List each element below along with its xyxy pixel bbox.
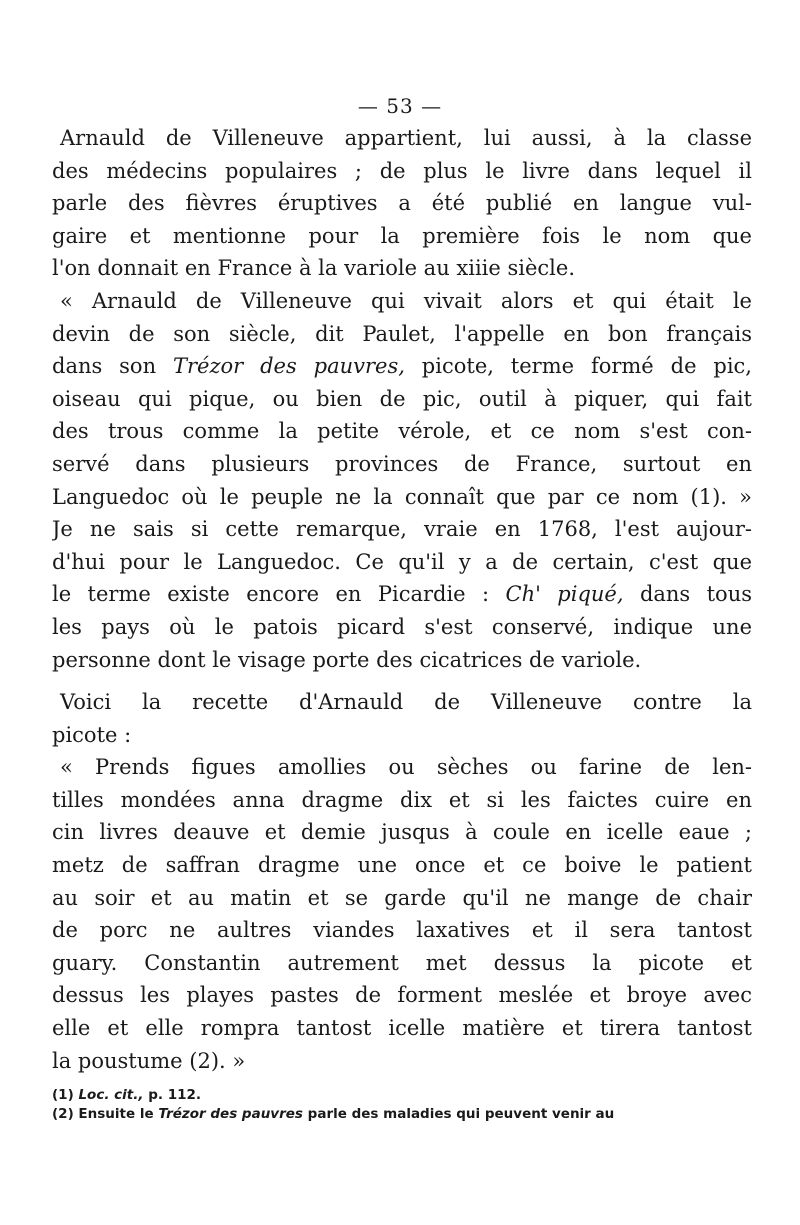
text-line: de porc ne aultres viandes laxatives et il sera tantost (52, 918, 752, 943)
text-line: la poustume (2). » (52, 1048, 246, 1073)
paragraph (52, 285, 752, 676)
text-run: dans tous (623, 582, 752, 607)
text-line: d'hui pour le Languedoc. Ce qu'il y a de certain, c'est que (52, 549, 752, 574)
text-line: metz de saffran dragme une once et ce boive le patient (52, 853, 752, 878)
text-line: personne dont le visage porte des cicatrices de variole. (52, 647, 642, 672)
text-line: « Arnauld de Villeneuve qui vivait alors et qui était le (60, 288, 752, 313)
text-line: picote : (52, 722, 132, 747)
text-line: l'on donnait en France à la variole au xiiie siècle. (52, 256, 575, 281)
dialect-term: Ch' piqué, (505, 582, 624, 607)
text-line: tilles mondées anna dragme dix et si les faictes cuire en (52, 787, 752, 812)
text-line: devin de son siècle, dit Paulet, l'appelle en bon français (52, 321, 752, 346)
text-line: les pays où le patois picard s'est conservé, indique une (52, 614, 752, 639)
text-run: (1) (52, 1087, 79, 1103)
text-run: (2) Ensuite le (52, 1106, 159, 1122)
citation: Loc. cit., (78, 1087, 144, 1103)
text-line (52, 350, 752, 383)
paragraph (52, 686, 752, 751)
footnote-1 (52, 1086, 752, 1105)
text-line: « Prends figues amollies ou sèches ou farine de len- (60, 755, 752, 780)
text-line: Languedoc où le peuple ne la connaît que par ce nom (1). » (52, 484, 752, 509)
text-line: Arnauld de Villeneuve appartient, lui aussi, à la classe (60, 126, 752, 150)
text-line: oiseau qui pique, ou bien de pic, outil à piquer, qui fait (52, 386, 752, 411)
text-line: des médecins populaires ; de plus le livre dans lequel il (52, 158, 752, 183)
text-line: cin livres deauve et demie jusqus à coule en icelle eaue ; (52, 820, 752, 845)
text-line (52, 578, 752, 611)
body-text (52, 122, 752, 1077)
text-run: parle des maladies qui peuvent venir au (302, 1106, 615, 1122)
book-title: Trézor des pauvres, (173, 354, 405, 379)
book-title: Trézor des pauvres (158, 1106, 303, 1122)
footnote-2 (52, 1105, 752, 1124)
text-line: Je ne sais si cette remarque, vraie en 1768, l'est aujour- (52, 517, 752, 542)
footnotes (52, 1086, 752, 1124)
text-line: guary. Constantin autrement met dessus la picote et (52, 950, 752, 975)
text-line: servé dans plusieurs provinces de France, surtout en (52, 451, 752, 476)
text-run: le terme existe encore en Picardie : (52, 582, 506, 607)
text-line: des trous comme la petite vérole, et ce nom s'est con- (52, 419, 752, 444)
text-run: dans son (52, 354, 173, 379)
text-line: Voici la recette d'Arnauld de Villeneuve contre la (60, 690, 752, 715)
text-line: au soir et au matin et se garde qu'il ne mange de chair (52, 885, 752, 910)
text-run: picote, terme formé de pic, (404, 354, 752, 379)
text-run: p. 112. (143, 1087, 202, 1103)
text-line: dessus les playes pastes de forment meslée et broye avec (52, 983, 752, 1008)
paragraph (52, 122, 752, 285)
text-line: parle des fièvres éruptives a été publié en langue vul- (52, 191, 752, 216)
page-number: — 53 — (357, 94, 443, 118)
text-line: elle et elle rompra tantost icelle matière et tirera tantost (52, 1016, 752, 1041)
text-line: gaire et mentionne pour la première fois le nom que (52, 223, 752, 248)
paragraph (52, 751, 752, 1077)
